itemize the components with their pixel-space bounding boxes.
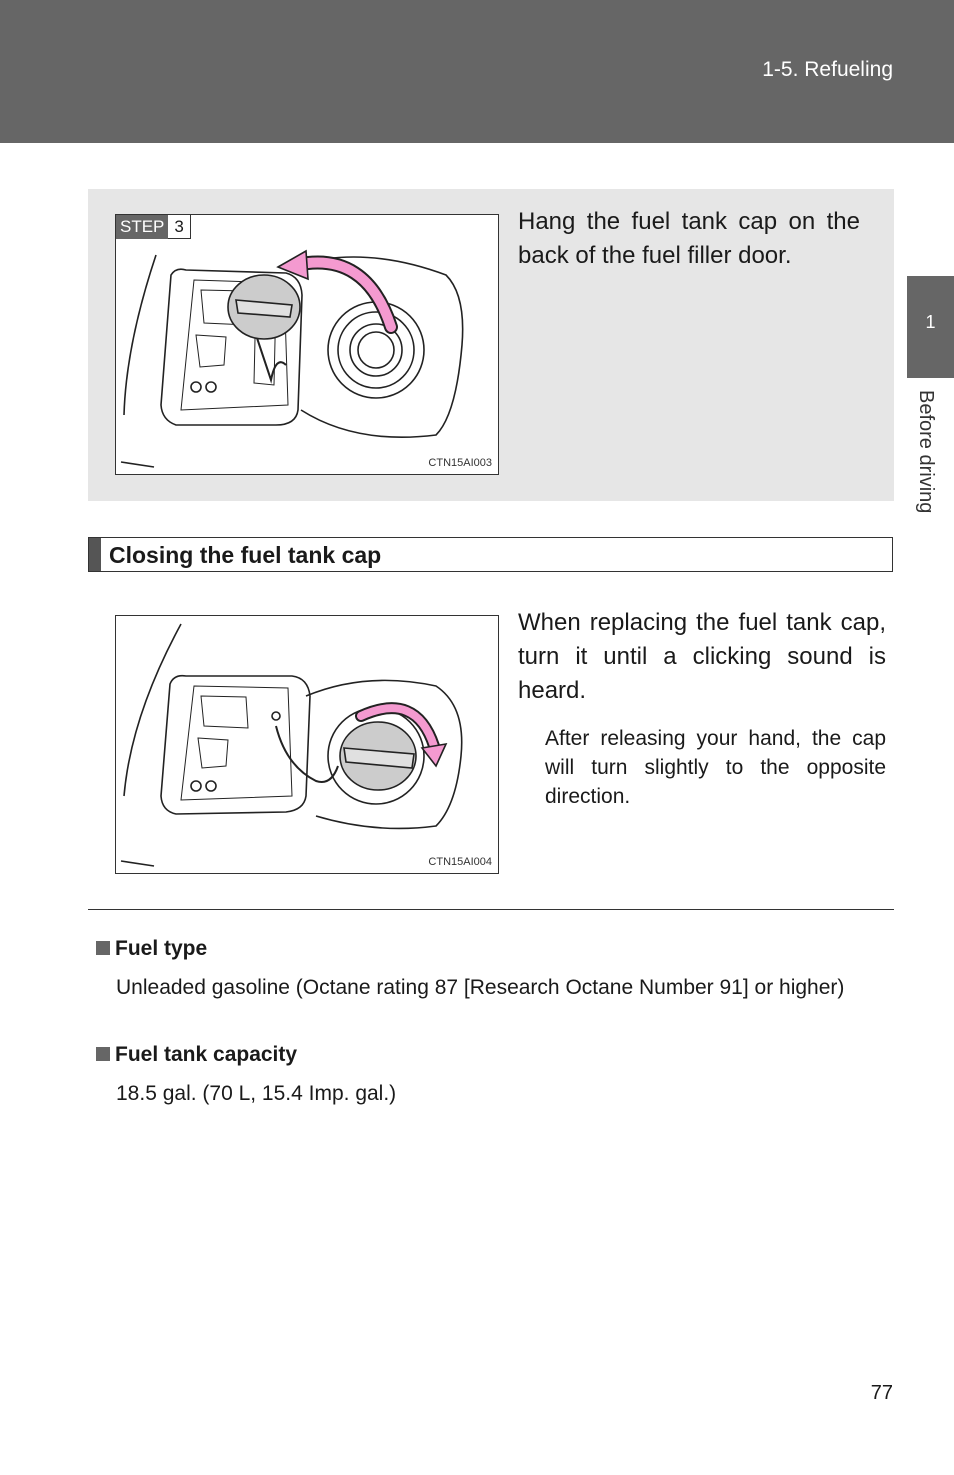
figure-step3: [115, 214, 499, 475]
step-instruction: Hang the fuel tank cap on the back of the fuel filler door.: [518, 208, 860, 269]
step-number: 3: [168, 215, 190, 239]
curved-arrow-icon: [296, 263, 391, 327]
square-bullet-icon: [96, 941, 110, 955]
heading-bar: [89, 538, 101, 571]
chapter-number: 1: [925, 312, 936, 332]
fuel-capacity-body: 18.5 gal. (70 L, 15.4 Imp. gal.): [116, 1082, 397, 1105]
heading-title: Closing the fuel tank cap: [109, 542, 382, 568]
closing-note: After releasing your hand, the cap will turn slightly to the opposite direction.: [545, 727, 886, 808]
fuel-type-heading: [96, 937, 207, 961]
figure-code: CTN15AI004: [428, 856, 492, 868]
square-bullet-icon: [96, 1047, 110, 1061]
divider-rule: [88, 909, 894, 910]
figure-code: CTN15AI003: [428, 457, 492, 469]
figure-closing: [115, 615, 499, 874]
header-band: [0, 0, 954, 143]
section-title: 1-5. Refueling: [762, 58, 893, 81]
fuel-capacity-title: Fuel tank capacity: [115, 1043, 298, 1066]
fuel-door-illustration: [116, 215, 498, 474]
fuel-type-title: Fuel type: [115, 937, 208, 960]
section-heading: [88, 537, 893, 572]
closing-instruction: When replacing the fuel tank cap, turn it until a clicking sound is heard.: [518, 609, 886, 704]
fuel-capacity-heading: [96, 1043, 297, 1067]
fuel-type-body: Unleaded gasoline (Octane rating 87 [Research Octane Number 91] or higher): [116, 976, 845, 999]
chapter-label: Before driving: [915, 390, 937, 514]
closing-illustration: [116, 616, 498, 873]
chapter-tab[interactable]: [907, 276, 954, 378]
page-number: 77: [870, 1382, 893, 1404]
step-word: STEP: [116, 215, 168, 239]
step-tag: [116, 215, 191, 239]
